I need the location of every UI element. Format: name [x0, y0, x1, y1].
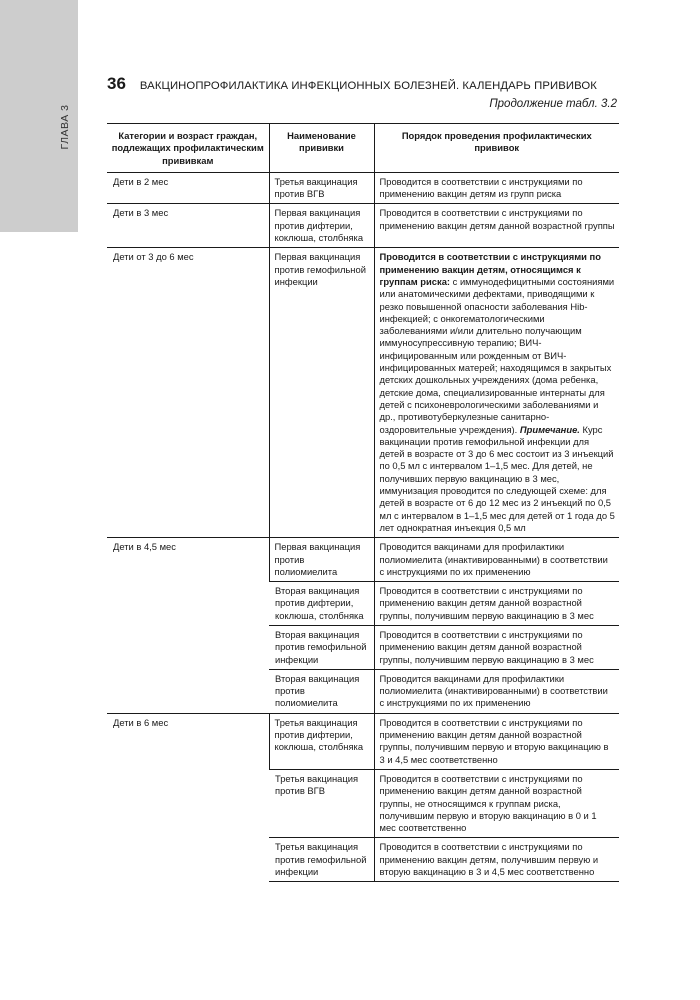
table-row [107, 204, 619, 248]
table-row [107, 172, 619, 204]
vaccination-cell: Третья вакцинация против гемофильной инфекции [269, 838, 374, 882]
procedure-cell: Проводится в соответствии с инструкциями по применению вакцин детям из групп риска [374, 172, 619, 204]
column-header-procedure: Порядок проведения профилактических прививок [374, 124, 619, 173]
procedure-lead-text: Проводится в соответствии с инструкциями по применению вакцин детям, относящимся к группам риска: [379, 251, 601, 287]
table-row [107, 248, 619, 538]
vaccination-cell: Третья вакцинация против дифтерии, коклюша, столбняка [269, 713, 374, 769]
note-label: Примечание. [519, 423, 580, 435]
vaccination-cell: Вторая вакцинация против гемофильной инфекции [269, 625, 374, 669]
note-text: Курс вакцинации против гемофильной инфекции для детей в возрасте от 3 до 6 мес состоит из 3 инъекций по 0,5 мл с интервалом 1–1,5 мес. Для детей, не получивших первую вакцинацию в 3 мес, иммунизация проводится по следующей схеме: для детей в возрасте от 6 до 12 мес из 2 инъекций по 0,5 мл с интервалом в 1–1,5 мес для детей от 1 года до 5 лет однократная инъекция 0,5 мл [379, 423, 615, 533]
procedure-cell: Проводится в соответствии с инструкциями по применению вакцин детям данной возрастной группы, получившим первую и вторую вакцинацию в 3 и 4,5 мес соответственно [374, 713, 619, 769]
column-header-category: Категории и возраст граждан, подлежащих профилактическим прививкам [111, 130, 264, 166]
vaccination-cell: Первая вакцинация против гемофильной инфекции [269, 248, 374, 538]
category-cell: Дети в 4,5 мес [107, 538, 269, 714]
procedure-cell: Проводится в соответствии с инструкциями по применению вакцин детям данной возрастной группы, получившим первую вакцинацию в 3 мес [374, 625, 619, 669]
vaccination-cell: Третья вакцинация против ВГВ [269, 172, 374, 204]
category-cell: Дети от 3 до 6 мес [107, 248, 269, 538]
vaccination-schedule-table [107, 123, 619, 882]
vaccination-cell: Третья вакцинация против ВГВ [269, 769, 374, 837]
table-continuation-caption: Продолжение табл. 3.2 [489, 98, 617, 110]
procedure-cell: Проводится в соответствии с инструкциями по применению вакцин детям данной возрастной группы [374, 204, 619, 248]
procedure-cell: Проводится вакцинами для профилактики полиомиелита (инактивированными) в соответствии с инструкциями по их применению [374, 538, 619, 582]
vaccination-cell: Первая вакцинация против дифтерии, коклюша, столбняка [269, 204, 374, 248]
procedure-cell [374, 248, 619, 538]
page-number: 36 [107, 74, 126, 93]
page-header [107, 74, 619, 94]
vaccination-cell: Первая вакцинация против полиомиелита [269, 538, 374, 582]
table-row [107, 538, 619, 582]
table-row [107, 713, 619, 769]
category-cell: Дети в 3 мес [107, 204, 269, 248]
category-cell: Дети в 2 мес [107, 172, 269, 204]
procedure-cell: Проводится в соответствии с инструкциями по применению вакцин детям данной возрастной группы, не относящимся к группам риска, получившим первую и вторую вакцинацию в 0 и 1 мес соответственно [374, 769, 619, 837]
procedure-text: с иммунодефицитными состояниями или анатомическими дефектами, приводящими к резко повышенной опасности заболевания Hib-инфекцией; с онкогематологическими заболеваниями и/или длительно получающим иммуносупрессивную терапию; ВИЧ-инфицированным или рожденным от ВИЧ-инфицированных матерей; находящимся в закрытых детских дошкольных учреждениях (дома ребенка, детские дома, специализированные интернаты для детей с психоневрологическими заболеваниями и др., противотуберкулезные санитарно-оздоровительные учреждения). [379, 275, 615, 435]
chapter-label: ГЛАВА 3 [59, 104, 71, 150]
vaccination-cell: Вторая вакцинация против дифтерии, коклюша, столбняка [269, 582, 374, 626]
table-header-row [107, 124, 619, 173]
procedure-cell: Проводится вакцинами для профилактики полиомиелита (инактивированными) в соответствии с инструкциями по их применению [374, 669, 619, 713]
column-header-vaccination: Наименование прививки [269, 124, 374, 173]
running-title: ВАКЦИНОПРОФИЛАКТИКА ИНФЕКЦИОННЫХ БОЛЕЗНЕЙ. КАЛЕНДАРЬ ПРИВИВОК [139, 80, 597, 92]
procedure-cell: Проводится в соответствии с инструкциями по применению вакцин детям данной возрастной группы, получившим первую вакцинацию в 3 мес [374, 582, 619, 626]
vaccination-cell: Вторая вакцинация против полиомиелита [269, 669, 374, 713]
procedure-cell: Проводится в соответствии с инструкциями по применению вакцин детям, получившим первую и вторую вакцинацию в 3 и 4,5 мес соответственно [374, 838, 619, 882]
category-cell: Дети в 6 мес [107, 713, 269, 882]
